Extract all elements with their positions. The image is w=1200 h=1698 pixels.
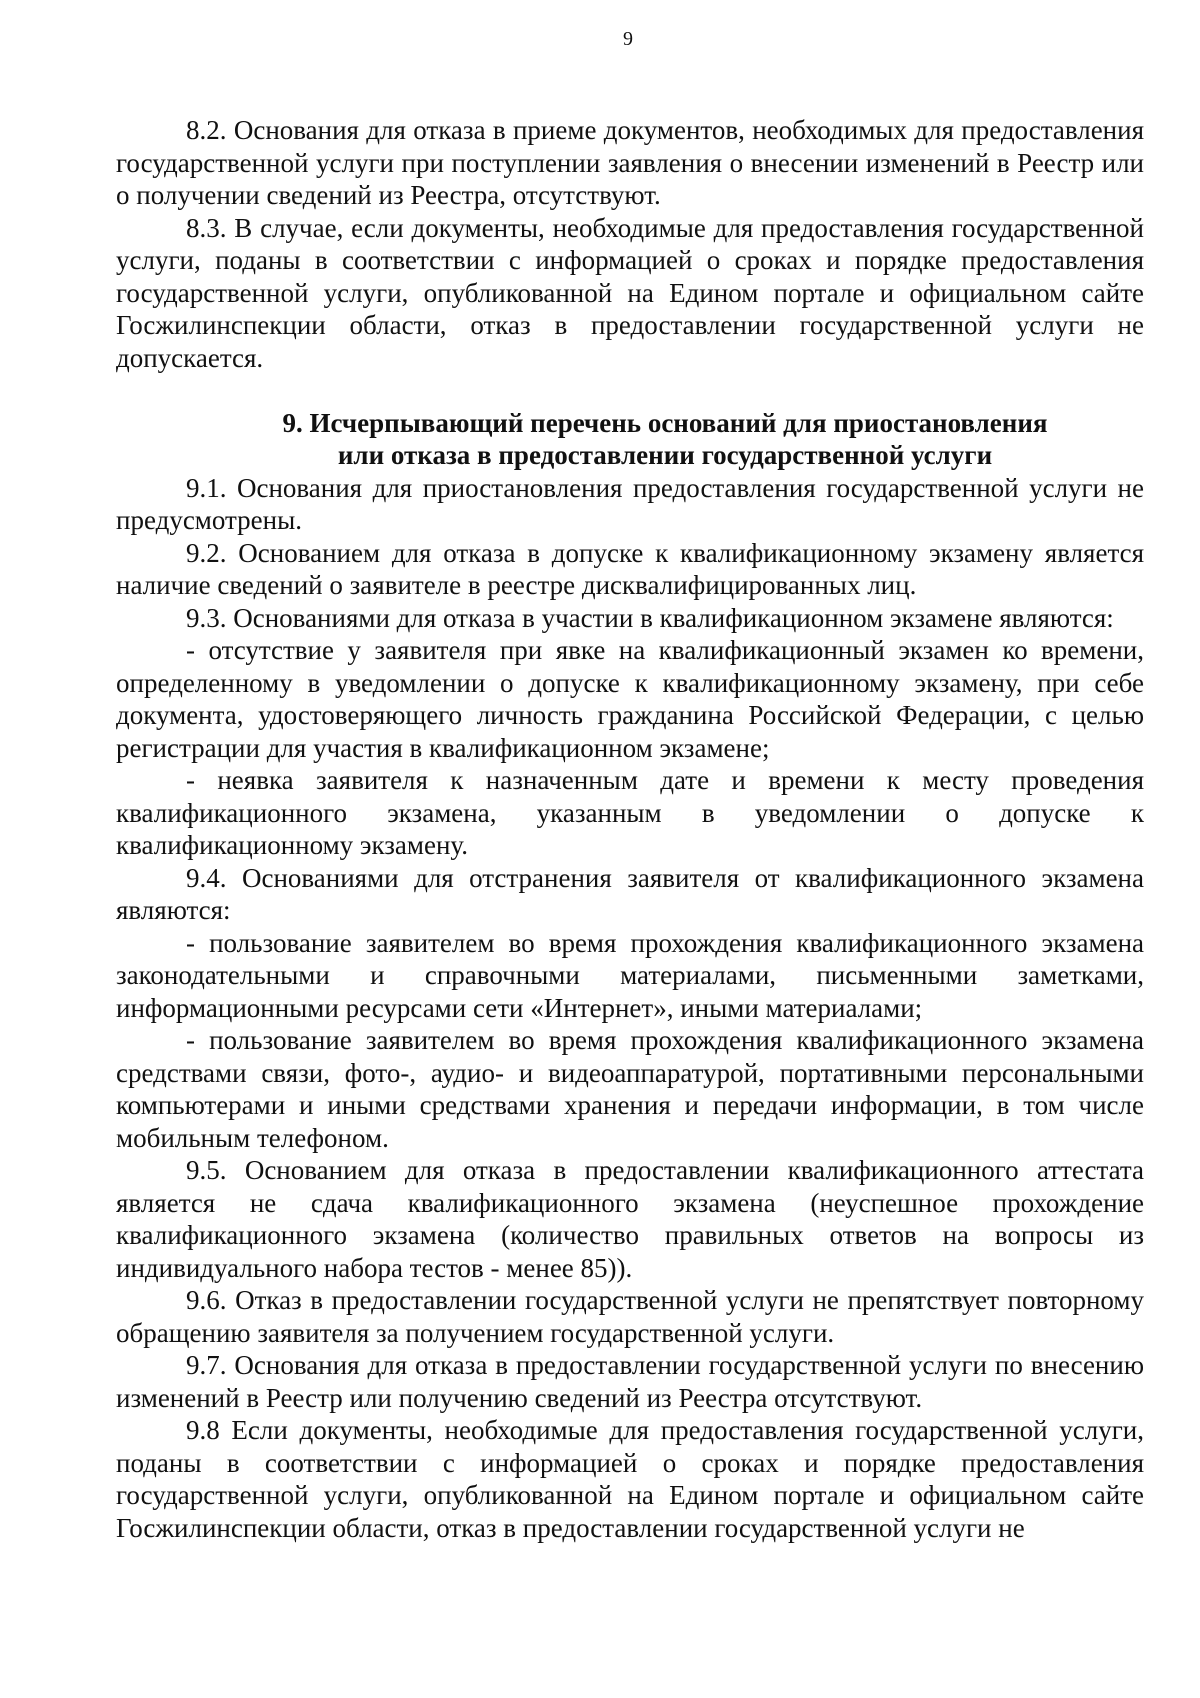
paragraph-9-3-item-1: - отсутствие у заявителя при явке на квалификационный экзамен ко времени, определенному в уведомлении о допуске к квалификационному экзамену, при себе документа, удостоверяющего личность гражданина Российской Федерации, с целью регистрации для участия в квалификационном экзамене; [116, 635, 1144, 763]
paragraph-9-5: 9.5. Основанием для отказа в предоставлении квалификационного аттестата является не сдача квалификационного экзамена (неуспешное прохождение квалификационного экзамена (количество правильных ответов на вопросы из индивидуального набора тестов - менее 85)). [116, 1155, 1144, 1283]
document-body [116, 114, 1144, 1544]
section-heading-line-1: 9. Исчерпывающий перечень оснований для приостановления [282, 407, 1048, 438]
paragraph-9-7: 9.7. Основания для отказа в предоставлении государственной услуги по внесению изменений в Реестр или получению сведений из Реестра отсутствуют. [116, 1350, 1144, 1413]
paragraph-9-6: 9.6. Отказ в предоставлении государственной услуги не препятствует повторному обращению заявителя за получением государственной услуги. [116, 1285, 1144, 1348]
paragraph-9-4-item-2: - пользование заявителем во время прохождения квалификационного экзамена средствами связи, фото-, аудио- и видеоаппаратурой, портативными персональными компьютерами и иными средствами хранения и передачи информации, в том числе мобильным телефоном. [116, 1025, 1144, 1153]
paragraph-9-2: 9.2. Основанием для отказа в допуске к квалификационному экзамену является наличие сведений о заявителе в реестре дисквалифицированных лиц. [116, 537, 1144, 600]
paragraph-9-4-item-1: - пользование заявителем во время прохождения квалификационного экзамена законодательными и справочными материалами, письменными заметками, информационными ресурсами сети «Интернет», иными материалами; [116, 927, 1144, 1023]
paragraph-8-2: 8.2. Основания для отказа в приеме документов, необходимых для предоставления государственной услуги при поступлении заявления о внесении изменений в Реестр или о получении сведений из Реестра, отсутствуют. [116, 115, 1144, 210]
paragraph-9-3: 9.3. Основаниями для отказа в участии в квалификационном экзамене являются: [186, 602, 1114, 633]
paragraph-9-4: 9.4. Основаниями для отстранения заявителя от квалификационного экзамена являются: [116, 862, 1144, 925]
section-heading [116, 407, 1144, 472]
paragraph-8-3: 8.3. В случае, если документы, необходимые для предоставления государственной услуги, поданы в соответствии с информацией о сроках и порядке предоставления государственной услуги, опубликованной на Едином портале и официальном сайте Госжилинспекции области, отказ в предоставлении государственной услуги не допускается. [116, 212, 1144, 373]
paragraph-9-1: 9.1. Основания для приостановления предоставления государственной услуги не предусмотрены. [116, 472, 1144, 535]
paragraph-9-8: 9.8 Если документы, необходимые для предоставления государственной услуги, поданы в соответствии с информацией о сроках и порядке предоставления государственной услуги, опубликованной на Едином портале и официальном сайте Госжилинспекции области, отказ в предоставлении государственной услуги не [116, 1415, 1144, 1543]
section-spacer [116, 374, 1144, 407]
page-number: 9 [623, 28, 633, 50]
paragraph-9-3-item-2: - неявка заявителя к назначенным дате и времени к месту проведения квалификационного экзамена, указанным в уведомлении о допуске к квалификационному экзамену. [116, 765, 1144, 860]
section-heading-line-2: или отказа в предоставлении государственной услуги [337, 440, 993, 470]
